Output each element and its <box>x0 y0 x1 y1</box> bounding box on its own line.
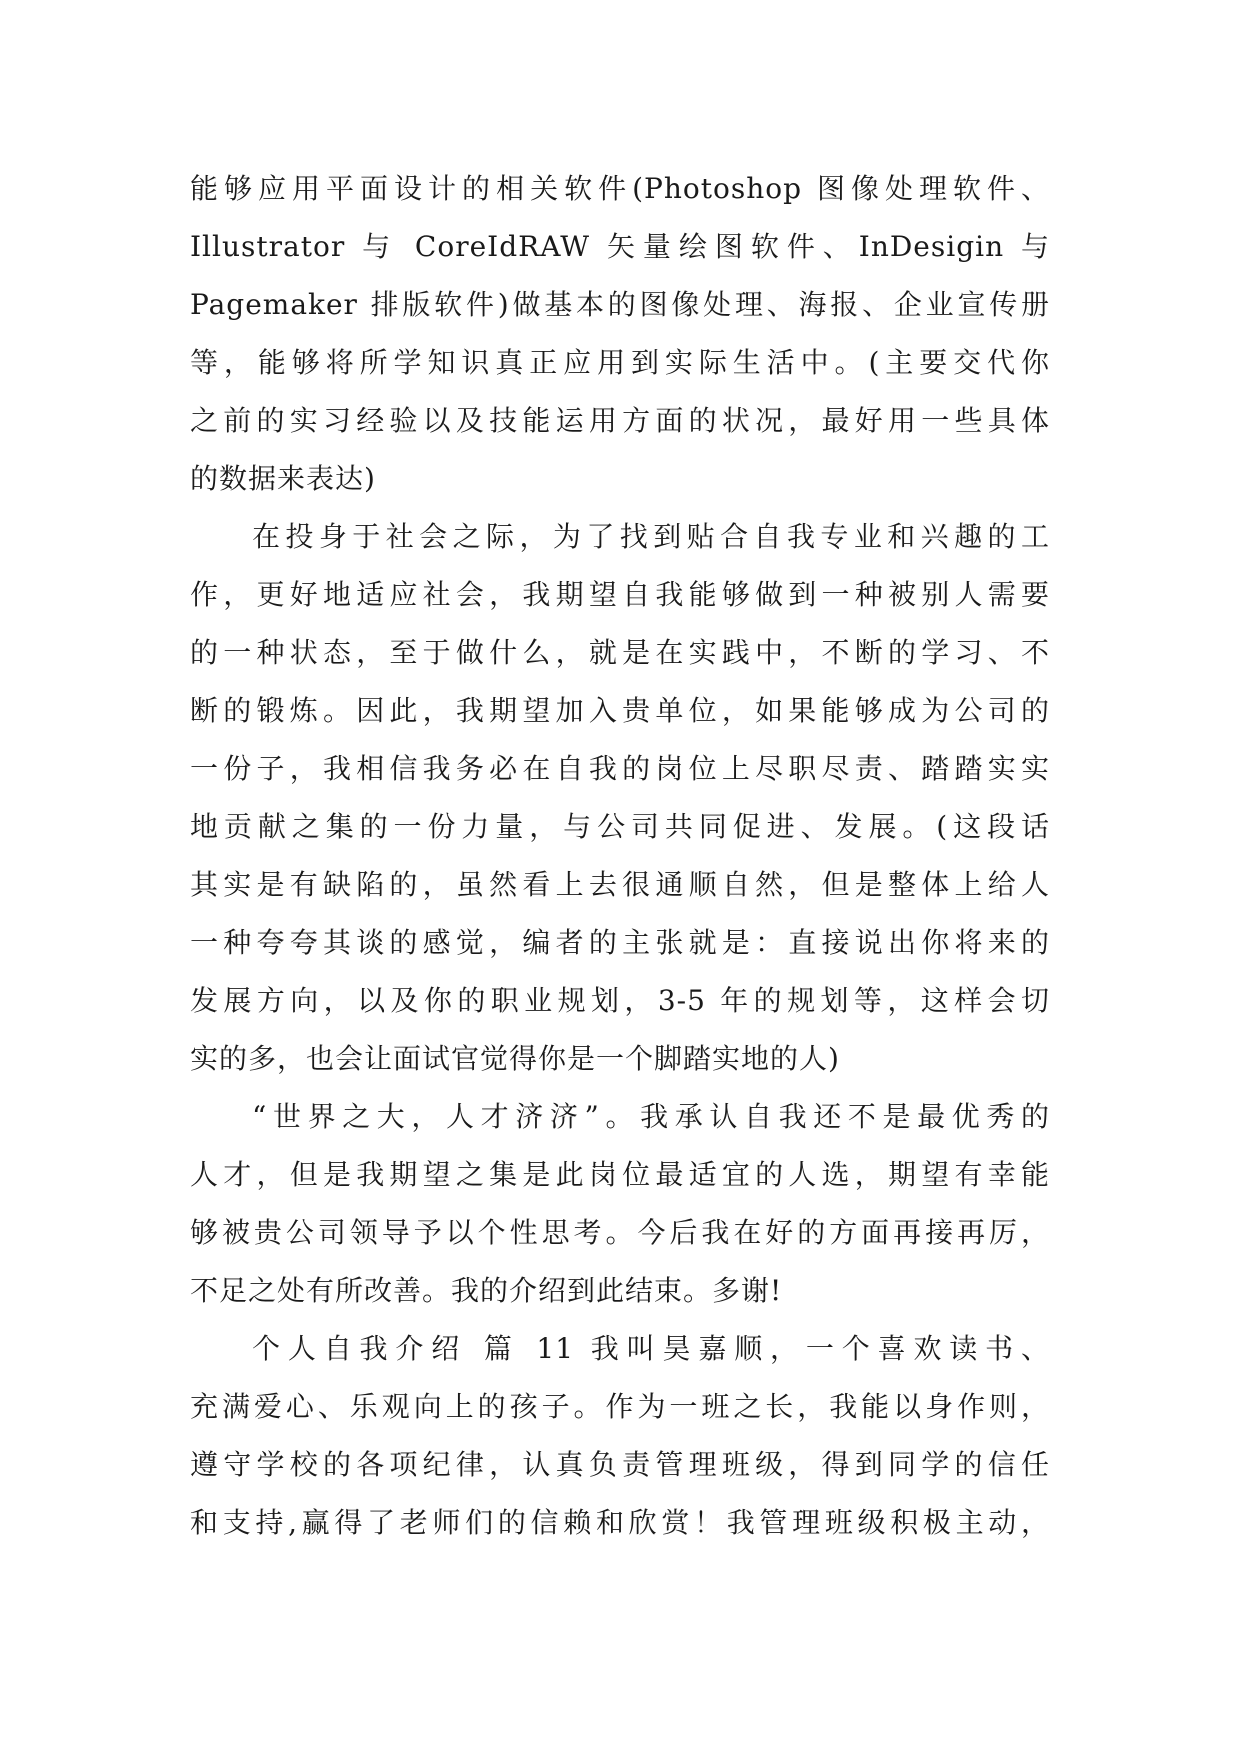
text-line: 的一种状态，至于做什么，就是在实践中，不断的学习、不 <box>190 636 1050 669</box>
text-line: 个人自我介绍 篇 11 我叫昊嘉顺，一个喜欢读书、 <box>252 1332 1050 1365</box>
text-line: 不足之处有所改善。我的介绍到此结束。多谢! <box>190 1274 783 1307</box>
text-line: 的数据来表达) <box>190 462 376 495</box>
text-line: 等，能够将所学知识真正应用到实际生活中。(主要交代你 <box>190 346 1050 379</box>
text-line: 作，更好地适应社会，我期望自我能够做到一种被别人需要 <box>190 578 1050 611</box>
text-line: Pagemaker 排版软件)做基本的图像处理、海报、企业宣传册 <box>190 288 1050 321</box>
text-line: 够被贵公司领导予以个性思考。今后我在好的方面再接再厉， <box>190 1216 1050 1249</box>
body-text <box>190 160 1050 1552</box>
text-line: 充满爱心、乐观向上的孩子。作为一班之长，我能以身作则， <box>190 1390 1050 1423</box>
text-line: 和支持,赢得了老师们的信赖和欣赏！我管理班级积极主动， <box>190 1506 1050 1539</box>
text-line: 之前的实习经验以及技能运用方面的状况，最好用一些具体 <box>190 404 1050 437</box>
text-line: 断的锻炼。因此，我期望加入贵单位，如果能够成为公司的 <box>190 694 1050 727</box>
text-line: 人才，但是我期望之集是此岗位最适宜的人选，期望有幸能 <box>190 1158 1050 1191</box>
text-line: 遵守学校的各项纪律，认真负责管理班级，得到同学的信任 <box>190 1448 1050 1481</box>
text-line: 实的多，也会让面试官觉得你是一个脚踏实地的人) <box>190 1042 840 1075</box>
text-line: 一种夸夸其谈的感觉，编者的主张就是：直接说出你将来的 <box>190 926 1050 959</box>
text-line: 一份子，我相信我务必在自我的岗位上尽职尽责、踏踏实实 <box>190 752 1050 785</box>
text-line: 在投身于社会之际，为了找到贴合自我专业和兴趣的工 <box>252 520 1050 553</box>
text-line: 其实是有缺陷的，虽然看上去很通顺自然，但是整体上给人 <box>190 868 1050 901</box>
text-line: 地贡献之集的一份力量，与公司共同促进、发展。(这段话 <box>190 810 1050 843</box>
text-line: “世界之大，人才济济”。我承认自我还不是最优秀的 <box>252 1100 1050 1133</box>
text-line: 发展方向，以及你的职业规划，3-5 年的规划等，这样会切 <box>190 984 1050 1017</box>
text-line: Illustrator 与 CoreIdRAW 矢量绘图软件、InDesigin 与 <box>190 230 1050 263</box>
text-line: 能够应用平面设计的相关软件(Photoshop 图像处理软件、 <box>190 172 1050 205</box>
